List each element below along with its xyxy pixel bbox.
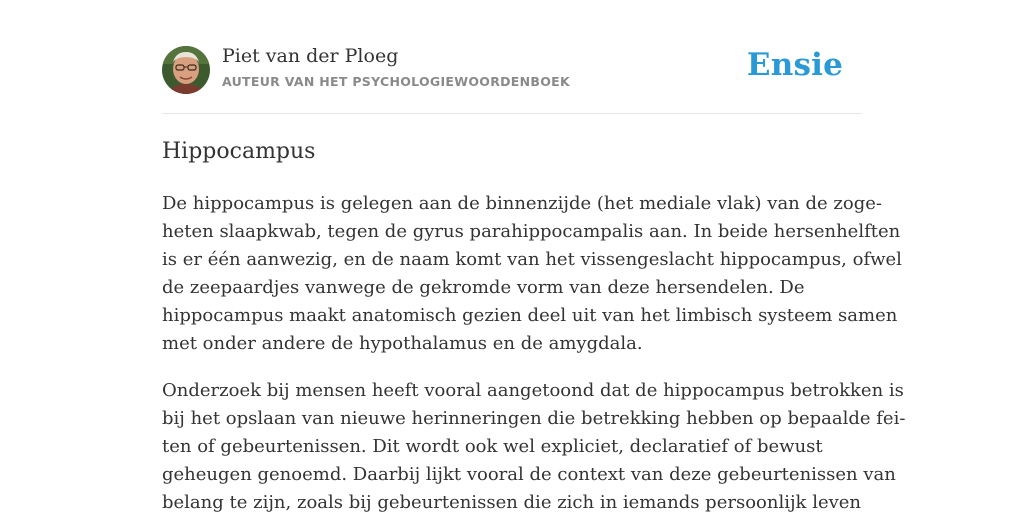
ensie-logo[interactable]: Ensie <box>746 47 843 83</box>
article-paragraph-1 <box>162 190 902 358</box>
paragraph-line: belang te zijn, zoals bij gebeurtenissen die zich in iemands persoonlijk leven <box>162 492 862 512</box>
author-header <box>162 0 862 114</box>
paragraph-line: geheugen genoemd. Daarbij lijkt vooral de context van deze gebeurtenissen van <box>162 464 896 485</box>
paragraph-line: de zeepaardjes vanwege de gekromde vorm van deze hersendelen. De <box>162 277 805 298</box>
article-title: Hippocampus <box>162 139 316 164</box>
author-role: AUTEUR VAN HET PSYCHOLOGIEWOORDENBOEK <box>222 74 570 89</box>
article-paragraph-2 <box>162 377 906 512</box>
page-container <box>162 0 906 512</box>
paragraph-line: is er één aanwezig, en de naam komt van het vissengeslacht hippocampus, ofwel <box>162 249 902 270</box>
paragraph-line: bij het opslaan van nieuwe herinneringen die betrekking hebben op bepaalde fei- <box>162 408 906 429</box>
paragraph-line: heten slaapkwab, tegen de gyrus parahippocampalis aan. In beide hersenhelften <box>162 221 901 242</box>
paragraph-line: met onder andere de hypothalamus en de amygdala. <box>162 333 643 354</box>
paragraph-line: hippocampus maakt anatomisch gezien deel uit van het limbisch systeem samen <box>162 305 898 326</box>
author-name[interactable]: Piet van der Ploeg <box>222 45 399 67</box>
author-photo <box>162 46 210 94</box>
paragraph-line: ten of gebeurtenissen. Dit wordt ook wel expliciet, declaratief of bewust <box>162 436 823 457</box>
author-avatar[interactable] <box>162 46 210 94</box>
paragraph-line: Onderzoek bij mensen heeft vooral aangetoond dat de hippocampus betrokken is <box>162 380 904 401</box>
paragraph-line: De hippocampus is gelegen aan de binnenzijde (het mediale vlak) van de zoge- <box>162 193 882 214</box>
